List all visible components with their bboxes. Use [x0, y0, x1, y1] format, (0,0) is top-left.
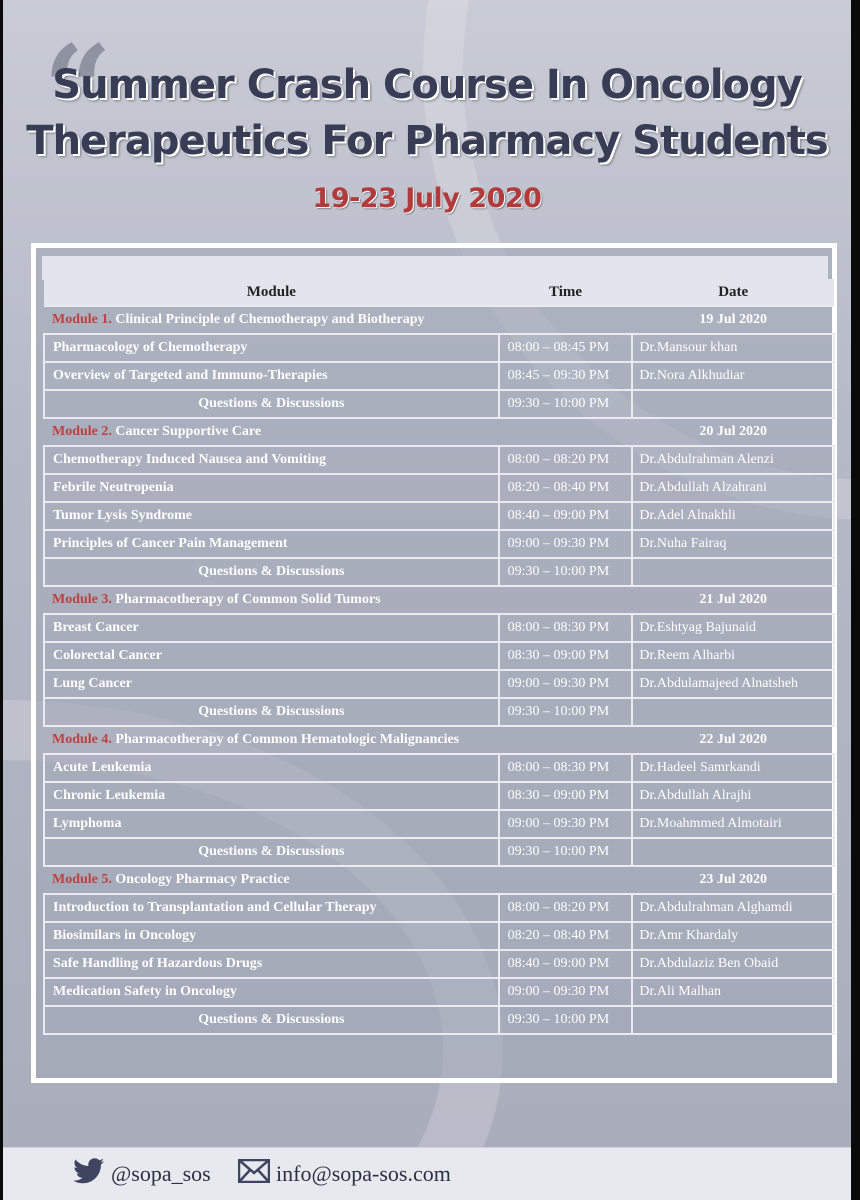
session-row: [44, 474, 834, 502]
schedule-top-band: [42, 256, 828, 280]
module-number: Module 3.: [52, 592, 112, 607]
session-row: [44, 810, 834, 838]
module-title: Clinical Principle of Chemotherapy and Biotherapy: [115, 312, 425, 327]
module-number: Module 5.: [52, 872, 112, 887]
module-number: Module 1.: [52, 312, 112, 327]
schedule-header-row: [44, 279, 834, 306]
session-topic: Biosimilars in Oncology: [44, 922, 499, 950]
session-speaker: Dr.Abdulrahman Alghamdi: [632, 894, 834, 922]
discussion-label: Questions & Discussions: [44, 838, 499, 866]
email-address: info@sopa-sos.com: [276, 1161, 451, 1186]
session-time: 08:00 – 08:30 PM: [499, 754, 633, 782]
discussion-label: Questions & Discussions: [44, 698, 499, 726]
footer-bar: [3, 1147, 851, 1200]
header-date: Date: [632, 279, 834, 306]
poster-title-line-2: Therapeutics For Pharmacy Students: [26, 118, 828, 164]
module-date: 19 Jul 2020: [632, 306, 834, 334]
twitter-handle: @sopa_sos: [111, 1161, 211, 1186]
module-row: [44, 306, 834, 334]
module-row: [44, 586, 834, 614]
session-speaker: Dr.Amr Khardaly: [632, 922, 834, 950]
module-title-cell: [44, 726, 632, 754]
session-time: 09:00 – 09:30 PM: [499, 978, 633, 1006]
session-speaker: Dr.Adel Alnakhli: [632, 502, 834, 530]
module-date: 22 Jul 2020: [632, 726, 834, 754]
session-speaker: Dr.Abdulamajeed Alnatsheh: [632, 670, 834, 698]
module-title-cell: [44, 586, 632, 614]
module-title: Pharmacotherapy of Common Hematologic Malignancies: [115, 732, 460, 747]
session-time: 08:40 – 09:00 PM: [499, 950, 633, 978]
session-topic: Febrile Neutropenia: [44, 474, 499, 502]
module-row: [44, 866, 834, 894]
session-time: 08:40 – 09:00 PM: [499, 502, 633, 530]
discussion-time: 09:30 – 10:00 PM: [499, 698, 633, 726]
session-speaker: Dr.Moahmmed Almotairi: [632, 810, 834, 838]
twitter-handle-link[interactable]: [73, 1156, 211, 1192]
session-time: 08:00 – 08:45 PM: [499, 334, 633, 362]
poster-title-line-1: Summer Crash Course In Oncology: [52, 62, 802, 108]
module-row: [44, 418, 834, 446]
session-topic: Chemotherapy Induced Nausea and Vomiting: [44, 446, 499, 474]
discussion-speaker-empty: [632, 1006, 834, 1034]
discussion-speaker-empty: [632, 390, 834, 418]
session-time: 08:00 – 08:30 PM: [499, 614, 633, 642]
session-row: [44, 670, 834, 698]
session-speaker: Dr.Nuha Fairaq: [632, 530, 834, 558]
session-speaker: Dr.Eshtyag Bajunaid: [632, 614, 834, 642]
session-row: [44, 502, 834, 530]
session-row: [44, 362, 834, 390]
session-topic: Medication Safety in Oncology: [44, 978, 499, 1006]
session-topic: Lymphoma: [44, 810, 499, 838]
module-title-cell: [44, 418, 632, 446]
discussion-row: [44, 1006, 834, 1034]
session-topic: Tumor Lysis Syndrome: [44, 502, 499, 530]
module-title-cell: [44, 306, 632, 334]
quote-mark-icon: “: [43, 19, 113, 160]
header-module: Module: [44, 279, 499, 306]
discussion-time: 09:30 – 10:00 PM: [499, 558, 633, 586]
envelope-icon: [238, 1159, 270, 1189]
module-title: Pharmacotherapy of Common Solid Tumors: [115, 592, 381, 607]
discussion-row: [44, 838, 834, 866]
session-time: 08:00 – 08:20 PM: [499, 446, 633, 474]
discussion-time: 09:30 – 10:00 PM: [499, 1006, 633, 1034]
session-topic: Safe Handling of Hazardous Drugs: [44, 950, 499, 978]
session-time: 08:30 – 09:00 PM: [499, 782, 633, 810]
session-time: 09:00 – 09:30 PM: [499, 670, 633, 698]
session-speaker: Dr.Ali Malhan: [632, 978, 834, 1006]
session-speaker: Dr.Abdulaziz Ben Obaid: [632, 950, 834, 978]
session-speaker: Dr.Reem Alharbi: [632, 642, 834, 670]
session-row: [44, 446, 834, 474]
session-time: 09:00 – 09:30 PM: [499, 530, 633, 558]
module-title: Cancer Supportive Care: [115, 424, 262, 439]
session-speaker: Dr.Hadeel Samrkandi: [632, 754, 834, 782]
module-date: 23 Jul 2020: [632, 866, 834, 894]
session-topic: Chronic Leukemia: [44, 782, 499, 810]
course-dates: 19-23 July 2020: [312, 183, 542, 214]
email-link[interactable]: [238, 1156, 451, 1192]
discussion-label: Questions & Discussions: [44, 390, 499, 418]
session-topic: Lung Cancer: [44, 670, 499, 698]
discussion-speaker-empty: [632, 698, 834, 726]
discussion-time: 09:30 – 10:00 PM: [499, 838, 633, 866]
module-date: 21 Jul 2020: [632, 586, 834, 614]
session-speaker: Dr.Abdullah Alrajhi: [632, 782, 834, 810]
discussion-speaker-empty: [632, 838, 834, 866]
discussion-time: 09:30 – 10:00 PM: [499, 390, 633, 418]
session-row: [44, 530, 834, 558]
session-speaker: Dr.Abdulrahman Alenzi: [632, 446, 834, 474]
session-topic: Principles of Cancer Pain Management: [44, 530, 499, 558]
session-time: 08:20 – 08:40 PM: [499, 474, 633, 502]
discussion-row: [44, 698, 834, 726]
session-topic: Breast Cancer: [44, 614, 499, 642]
discussion-label: Questions & Discussions: [44, 558, 499, 586]
schedule-panel: [31, 243, 837, 1083]
session-speaker: Dr.Abdullah Alzahrani: [632, 474, 834, 502]
session-speaker: Dr.Nora Alkhudiar: [632, 362, 834, 390]
session-row: [44, 754, 834, 782]
module-row: [44, 726, 834, 754]
discussion-label: Questions & Discussions: [44, 1006, 499, 1034]
module-date: 20 Jul 2020: [632, 418, 834, 446]
session-row: [44, 614, 834, 642]
session-topic: Acute Leukemia: [44, 754, 499, 782]
twitter-bird-icon: [73, 1158, 105, 1190]
session-topic: Pharmacology of Chemotherapy: [44, 334, 499, 362]
discussion-row: [44, 390, 834, 418]
module-number: Module 4.: [52, 732, 112, 747]
session-time: 08:45 – 09:30 PM: [499, 362, 633, 390]
header-time: Time: [499, 279, 633, 306]
session-time: 09:00 – 09:30 PM: [499, 810, 633, 838]
session-row: [44, 782, 834, 810]
discussion-speaker-empty: [632, 558, 834, 586]
session-row: [44, 894, 834, 922]
session-row: [44, 642, 834, 670]
session-row: [44, 922, 834, 950]
discussion-row: [44, 558, 834, 586]
module-number: Module 2.: [52, 424, 112, 439]
poster: [3, 0, 851, 1200]
session-topic: Colorectal Cancer: [44, 642, 499, 670]
session-time: 08:30 – 09:00 PM: [499, 642, 633, 670]
session-topic: Introduction to Transplantation and Cellular Therapy: [44, 894, 499, 922]
session-time: 08:00 – 08:20 PM: [499, 894, 633, 922]
session-speaker: Dr.Mansour khan: [632, 334, 834, 362]
session-topic: Overview of Targeted and Immuno-Therapies: [44, 362, 499, 390]
session-time: 08:20 – 08:40 PM: [499, 922, 633, 950]
module-title-cell: [44, 866, 632, 894]
session-row: [44, 334, 834, 362]
session-row: [44, 950, 834, 978]
module-title: Oncology Pharmacy Practice: [115, 872, 290, 887]
schedule-table: [43, 279, 835, 1035]
session-row: [44, 978, 834, 1006]
